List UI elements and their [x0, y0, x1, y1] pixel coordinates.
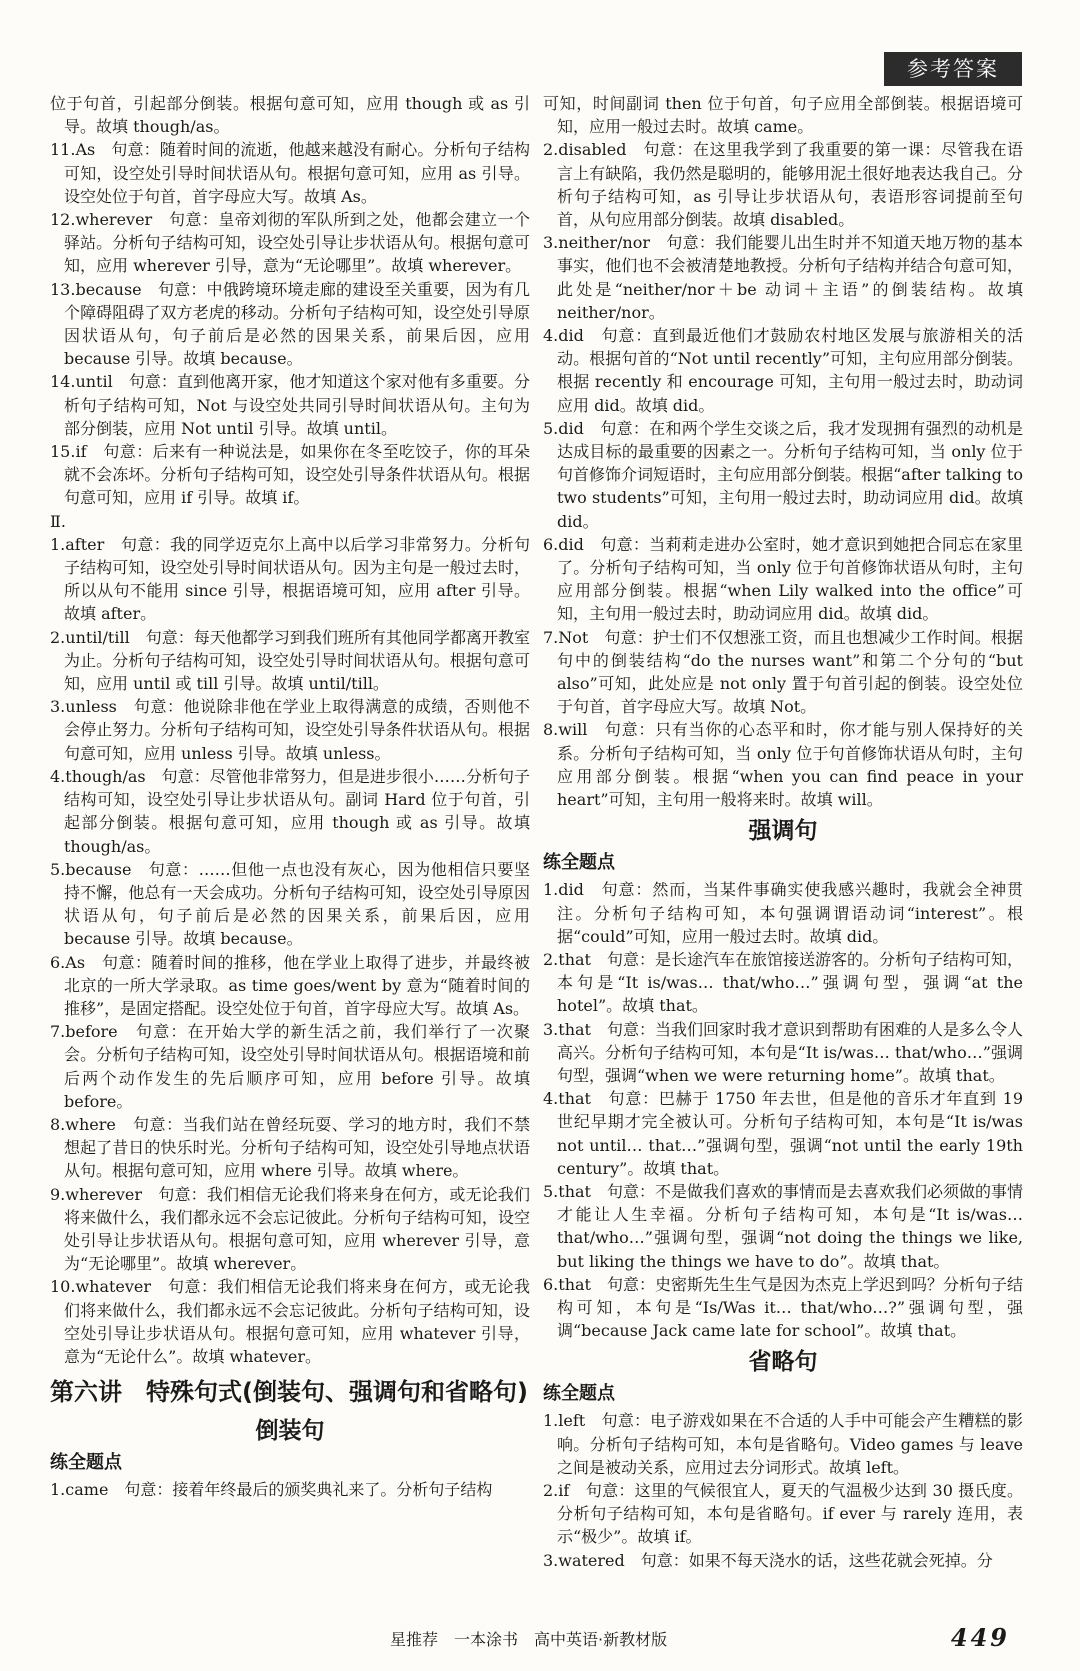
answer-item: 5.because 句意：……但他一点也没有灰心，因为他相信只要坚持不懈，他总有一天会成功。分析句子结构可知，设空处引导原因状语从句，句子前后是必然的因果关系，前果后因，应用 because 引导。故填 because。 — [50, 859, 530, 949]
answer-item: 3.neither/nor 句意：我们能婴儿出生时并不知道天地万物的基本事实，他们也不会被清楚地教授。分析句子结构并结合句意可知，此处是“neither/nor＋be 动词＋主语”的倒装结构。故填 neither/nor。 — [543, 233, 1023, 322]
answer-item: 1.after 句意：我的同学迈克尔上高中以后学习非常努力。分析句子结构可知，设空处引导时间状语从句。因为主句是一般过去时，所以从句不能用 since 引导，根据语境可知，应用 after 引导。故填 after。 — [50, 534, 530, 624]
answer-item: 11.As 句意：随着时间的流逝，他越来越没有耐心。分析句子结构可知，设空处引导时间状语从句。根据句意可知，应用 as 引导。设空处位于句首，首字母应大写。故填 As。 — [50, 140, 530, 206]
practice-label: 练全题点 — [50, 1452, 122, 1474]
answer-item: 4.that 句意：巴赫于 1750 年去世，但是他的音乐才年直到 19 世纪早期才完全被认可。分析句子结构可知，本句是“It is/was not until… that…”强调句型，强调“not until the early 19th century”。故填 that。 — [543, 1089, 1023, 1178]
answer-item: 1.did 句意：然而，当某件事确实使我感兴趣时，我就会全神贯注。分析句子结构可知，本句强调谓语动词“interest”。根据“could”可知，应用一般过去时。故填 did。 — [543, 880, 1023, 946]
section-title-inversion: 倒装句 — [255, 1417, 325, 1445]
answer-key-tab: 参考答案 — [884, 52, 1022, 86]
paragraph: 可知，时间副词 then 位于句首，句子应用全部倒装。根据语境可知，应用一般过去时。故填 came。 — [543, 94, 1023, 137]
left-column — [50, 92, 530, 1501]
answer-item: 7.before 句意：在开始大学的新生活之前，我们举行了一次聚会。分析句子结构可知，设空处引导时间状语从句。根据语境和前后两个动作发生的先后顺序可知，应用 before 引导。故填 before。 — [50, 1022, 530, 1111]
answer-item: 4.though/as 句意：尽管他非常努力，但是进步很小……分析句子结构可知，设空处引导让步状语从句。副词 Hard 位于句首，引起部分倒装。根据句意可知，应用 though 或 as 引导。故填 though/as。 — [50, 766, 530, 856]
page-footer — [0, 1625, 1080, 1653]
practice-label: 练全题点 — [543, 1383, 615, 1405]
answer-item: 2.that 句意：是长途汽车在旅馆接送游客的。分析句子结构可知，本句是“It is/was… that/who…”强调句型，强调“at the hotel”。故填 that。 — [543, 949, 1023, 1016]
answer-item: 5.that 句意：不是做我们喜欢的事情而是去喜欢我们必须做的事情才能让人生幸福。分析句子结构可知，本句是“It is/was… that/who…”强调句型，强调“not doing the things we like, but liking the things we have to do”。故填 that。 — [543, 1181, 1023, 1271]
answer-item: 1.came 句意：接着年终最后的颁奖典礼来了。分析句子结构 — [50, 1480, 493, 1500]
answer-item: 4.did 句意：直到最近他们才鼓励农村地区发展与旅游相关的活动。根据句首的“Not until recently”可知，主句应用部分倒装。根据 recently 和 encourage 可知，主句用一般过去时，助动词应用 did。故填 did。 — [543, 326, 1023, 415]
answer-item: 8.will 句意：只有当你的心态平和时，你才能与别人保持好的关系。分析句子结构可知，当 only 位于句首修饰状语从句时，主句应用部分倒装。根据“when you can find peace in your heart”可知，主句用一般将来时。故填 will。 — [543, 720, 1023, 810]
answer-item: 3.that 句意：当我们回家时我才意识到帮助有困难的人是多么令人高兴。分析句子结构可知，本句是“It is/was… that/who…”强调句型，强调“when we were returning home”。故填 that。 — [543, 1019, 1023, 1085]
answer-item: 15.if 句意：后来有一种说法是，如果你在冬至吃饺子，你的耳朵就不会冻坏。分析句子结构可知，设空处引导条件状语从句。根据句意可知，应用 if 引导。故填 if。 — [50, 442, 530, 508]
answer-item: 7.Not 句意：护士们不仅想涨工资，而且也想减少工作时间。根据句中的倒装结构“do the nurses want”和第二个分句的“but also”可知，此处应是 not only 置于句首引起的倒装。设空处位于句首，首字母应大写。故填 Not。 — [543, 627, 1023, 717]
answer-item: 6.As 句意：随着时间的推移，他在学业上取得了进步，并最终被北京的一所大学录取。as time goes/went by 意为“随着时间的推移”，是固定搭配。设空处位于句首，首字母应大写。故填 As。 — [50, 952, 530, 1018]
right-column — [543, 92, 1023, 1572]
answer-item: 6.did 句意：当莉莉走进办公室时，她才意识到她把合同忘在家里了。分析句子结构可知，当 only 位于句首修饰状语从句时，主句应用部分倒装。根据“when Lily walked into the office”可知，主句用一般过去时，助动词应用 did。故填 did。 — [543, 534, 1023, 624]
answer-item: 2.if 句意：这里的气候很宜人，夏天的气温极少达到 30 摄氏度。分析句子结构可知，本句是省略句。if ever 与 rarely 连用，表示“极少”。故填 if。 — [543, 1480, 1023, 1547]
answer-item: 1.left 句意：电子游戏如果在不合适的人手中可能会产生糟糕的影响。分析句子结构可知，本句是省略句。Video games 与 leave 之间是被动关系，应用过去分词形式。故填 left。 — [543, 1411, 1023, 1477]
answer-item: 10.whatever 句意：我们相信无论我们将来身在何方，或无论我们将来做什么，我们都永远不会忘记彼此。分析句子结构可知，设空处引导让步状语从句。根据句意可知，应用 whatever 引导，意为“无论什么”。故填 whatever。 — [50, 1277, 530, 1366]
footer-book-title: 星推荐 一本涂书 高中英语·新教材版 — [390, 1630, 668, 1649]
paragraph: 位于句首，引起部分倒装。根据句意可知，应用 though 或 as 引导。故填 though/as。 — [50, 94, 530, 137]
answer-item: 6.that 句意：史密斯先生生气是因为杰克上学迟到吗？分析句子结构可知，本句是“Is/Was it… that/who…?”强调句型，强调“because Jack came late for school”。故填 that。 — [543, 1274, 1023, 1341]
practice-label: 练全题点 — [543, 852, 615, 874]
answer-item: 3.unless 句意：他说除非他在学业上取得满意的成绩，否则他不会停止努力。分析句子结构可知，设空处引导条件状语从句。根据句意可知，应用 unless 引导。故填 unless。 — [50, 697, 530, 763]
page-number: 449 — [950, 1623, 1010, 1652]
answer-item: 2.until/till 句意：每天他都学习到我们班所有其他同学都离开教室为止。分析句子结构可知，设空处引导时间状语从句。根据句意可知，应用 until 或 till 引导。故填 until/till。 — [50, 627, 530, 694]
answer-item: 2.disabled 句意：在这里我学到了我重要的第一课：尽管我在语言上有缺陷，我仍然是聪明的，能够用泥土很好地表达我自己。分析句子结构可知，as 引导让步状语从句，表语形容词提前至句首，从句应用部分倒装。故填 disabled。 — [543, 140, 1023, 230]
section-title-emphasis: 强调句 — [748, 817, 818, 845]
lecture-title: 第六讲 特殊句式(倒装句、强调句和省略句) — [50, 1378, 528, 1407]
answer-item: 3.watered 句意：如果不每天浇水的话，这些花就会死掉。分 — [543, 1550, 993, 1570]
answer-item: 14.until 句意：直到他离开家，他才知道这个家对他有多重要。分析句子结构可知，Not 与设空处共同引导时间状语从句。主句为部分倒装，应用 Not until 引导。故填 until。 — [50, 372, 530, 438]
section-title-ellipsis: 省略句 — [748, 1348, 818, 1376]
answer-item: 9.wherever 句意：我们相信无论我们将来身在何方，或无论我们将来做什么，我们都永远不会忘记彼此。分析句子结构可知，设空处引导让步状语从句。根据句意可知，应用 wherever 引导，意为“无论哪里”。故填 wherever。 — [50, 1184, 530, 1274]
roman-numeral-heading: Ⅱ. — [50, 511, 66, 531]
answer-item: 12.wherever 句意：皇帝刘彻的军队所到之处，他都会建立一个驿站。分析句子结构可知，设空处引导让步状语从句。根据句意可知，应用 wherever 引导，意为“无论哪里”。故填 wherever。 — [50, 210, 530, 276]
answer-item: 13.because 句意：中俄跨境环境走廊的建设至关重要，因为有几个障碍阻碍了双方老虎的移动。分析句子结构可知，设空处引导原因状语从句，句子前后是必然的因果关系，前果后因，应用 because 引导。故填 because。 — [50, 279, 530, 369]
answer-item: 8.where 句意：当我们站在曾经玩耍、学习的地方时，我们不禁想起了昔日的快乐时光。分析句子结构可知，设空处引导地点状语从句。根据句意可知，应用 where 引导。故填 where。 — [50, 1114, 530, 1181]
answer-item: 5.did 句意：在和两个学生交谈之后，我才发现拥有强烈的动机是达成目标的最重要的因素之一。分析句子结构可知，当 only 位于句首修饰介词短语时，主句应用部分倒装。根据“after talking to two students”可知，主句用一般过去时，助动词应用 did。故填 did。 — [543, 418, 1023, 531]
